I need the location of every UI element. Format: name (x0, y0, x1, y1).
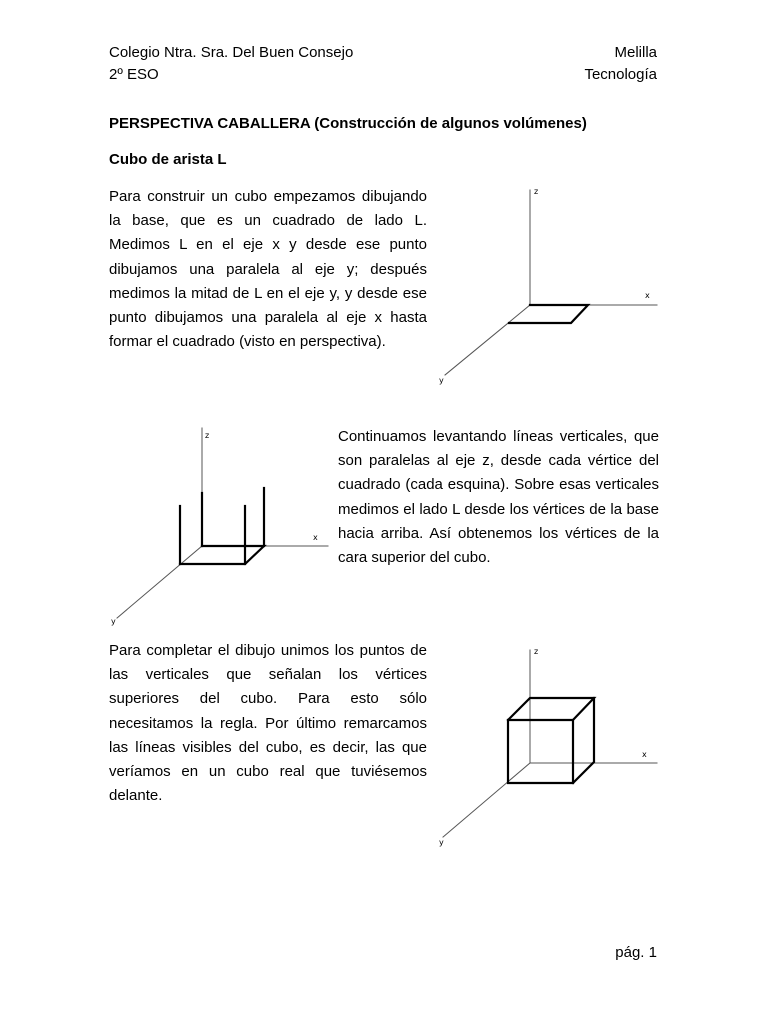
axis-x-label: x (645, 291, 650, 300)
header-left (109, 42, 353, 86)
axis-z-label: z (534, 647, 539, 656)
paragraph-base: Para construir un cubo empezamos dibujando la base, que es un cuadrado de lado L. Medimos L en el eje x y desde ese punto dibujamos una paralela al eje y; después medimos la mitad de L en el eje y, y desde ese punto dibujamos una paralela al eje x hasta formar el cuadrado (visto en perspectiva). (109, 188, 427, 351)
figure-base-square (420, 180, 670, 395)
axis-y-label: y (439, 376, 444, 385)
subject-name: Tecnología (584, 66, 657, 83)
document-title: PERSPECTIVA CABALLERA (Construcción de algunos volúmenes) (109, 115, 587, 132)
base-square-edges (180, 546, 264, 564)
axis-z-label: z (205, 431, 210, 440)
paragraph-verticals: Continuamos levantando líneas verticales, que son paralelas al eje z, desde cada vértice del cuadrado (cada esquina). Sobre esas verticales medimos el lado L desde los vértices de la base hacia arriba. Así obtenemos los vértices de la cara superior del cubo. (338, 428, 659, 567)
axis-y (445, 305, 530, 375)
axis-y-label: y (111, 617, 116, 626)
city-name: Melilla (614, 44, 657, 61)
paragraph-complete: Para completar el dibujo unimos los puntos de las verticales que señalan los vértices superiores del cubo. Para esto sólo necesitamos la regla. Por último remarcamos las líneas visibles del cubo, es decir, las que veríamos en un cubo real que tuviésemos delante. (109, 642, 427, 805)
course-name: 2º ESO (109, 66, 159, 83)
school-name: Colegio Ntra. Sra. Del Buen Consejo (109, 44, 354, 61)
axis-z-label: z (534, 187, 539, 196)
cube-right-face (573, 698, 594, 783)
section-subtitle: Cubo de arista L (109, 151, 227, 168)
axis-y-label: y (439, 838, 444, 847)
figure-complete-cube (420, 640, 670, 855)
header-right (584, 42, 657, 86)
base-square-edges (509, 305, 588, 323)
axis-y (117, 546, 202, 618)
axis-y (443, 763, 530, 837)
axis-x-label: x (642, 750, 647, 759)
axis-x-label: x (313, 533, 318, 542)
figure-vertical-lines (100, 418, 340, 633)
page-number: pág. 1 (615, 944, 657, 961)
cube-top-face (508, 698, 594, 720)
